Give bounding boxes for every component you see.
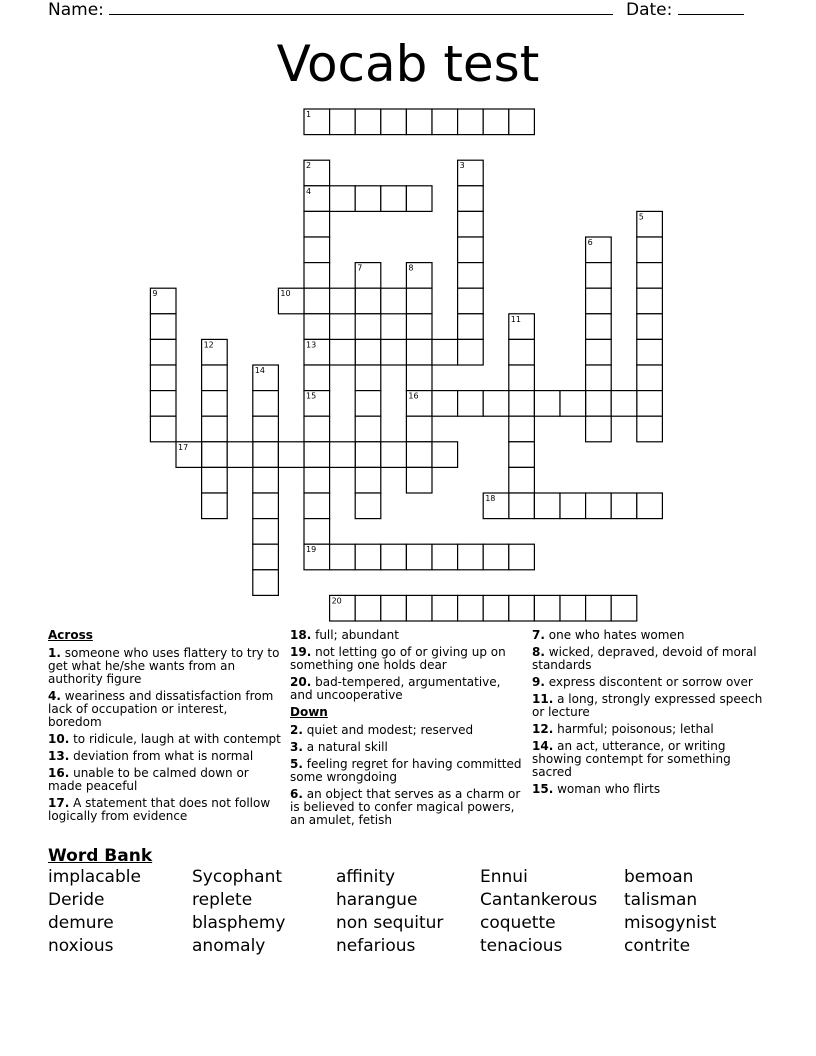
crossword-cell[interactable]	[637, 314, 663, 340]
clue-down-2: 2. quiet and modest; reserved	[290, 723, 474, 737]
crossword-clue-number: 3	[459, 161, 465, 171]
crossword-cell[interactable]	[534, 391, 560, 417]
crossword-cell[interactable]	[355, 493, 381, 519]
clue-across-20: 20. bad-tempered, argumentative, and uncooperative	[290, 675, 501, 702]
crossword-clue-number: 19	[306, 545, 317, 555]
crossword-cell[interactable]	[150, 288, 176, 314]
crossword-cell[interactable]	[150, 314, 176, 340]
crossword-clue-number: 1	[306, 110, 312, 119]
crossword-cell[interactable]	[406, 109, 432, 135]
crossword-cell[interactable]	[304, 391, 330, 417]
crossword-cell[interactable]	[304, 365, 330, 391]
crossword-cell[interactable]	[355, 186, 381, 212]
crossword-cell[interactable]	[586, 237, 612, 263]
clue-across-4: 4. weariness and dissatisfaction from lack of occupation or interest, boredom	[48, 689, 274, 729]
crossword-clue-number: 4	[306, 186, 312, 196]
crossword-clue-number: 14	[254, 366, 265, 375]
crossword-cell[interactable]	[611, 391, 637, 417]
clue-across-17: 17. A statement that does not follow logically from evidence	[48, 796, 271, 823]
crossword-cell[interactable]	[509, 365, 535, 391]
crossword-cell[interactable]	[355, 109, 381, 135]
crossword-cell[interactable]	[509, 544, 535, 570]
crossword-cell[interactable]	[381, 544, 407, 570]
crossword-cell[interactable]	[458, 314, 484, 340]
crossword-cell[interactable]	[253, 570, 279, 596]
crossword-cell[interactable]	[381, 595, 407, 621]
crossword-cell[interactable]	[202, 339, 228, 365]
crossword-cell[interactable]	[509, 391, 535, 417]
crossword-cell[interactable]	[304, 442, 330, 468]
word-bank-word: implacable	[48, 867, 141, 887]
crossword-cell[interactable]	[586, 288, 612, 314]
crossword-cell[interactable]	[509, 467, 535, 493]
date-blank[interactable]	[678, 0, 744, 15]
crossword-cell[interactable]	[150, 416, 176, 442]
crossword-cell[interactable]	[355, 263, 381, 289]
crossword-cell[interactable]	[406, 391, 432, 417]
crossword-cell[interactable]	[202, 416, 228, 442]
crossword-cell[interactable]	[150, 339, 176, 365]
crossword-cell[interactable]	[202, 391, 228, 417]
crossword-cell[interactable]	[637, 391, 663, 417]
crossword-cell[interactable]	[406, 416, 432, 442]
crossword-cell[interactable]	[202, 493, 228, 519]
crossword-cell[interactable]	[304, 339, 330, 365]
clue-across-18: 18. full; abundant	[290, 628, 399, 642]
crossword-cell[interactable]	[586, 416, 612, 442]
clue-down-14: 14. an act, utterance, or writing showing contempt for something sacred	[532, 739, 731, 779]
crossword-cell[interactable]	[253, 391, 279, 417]
word-bank-word: non sequitur	[336, 913, 444, 933]
crossword-cell[interactable]	[458, 237, 484, 263]
crossword-clue-number: 11	[510, 314, 521, 324]
word-bank-title: Word Bank	[48, 846, 153, 866]
word-bank-word: coquette	[480, 913, 556, 933]
crossword-cell[interactable]	[509, 442, 535, 468]
crossword-clue-number: 18	[485, 494, 496, 503]
crossword-cell[interactable]	[355, 365, 381, 391]
crossword-cell[interactable]	[406, 263, 432, 289]
crossword-cell[interactable]	[458, 186, 484, 212]
crossword-cell[interactable]	[304, 416, 330, 442]
crossword-cell[interactable]	[355, 314, 381, 340]
clue-down-5: 5. feeling regret for having committed some wrongdoing	[290, 757, 522, 784]
clue-down-15: 15. woman who flirts	[532, 782, 661, 796]
crossword-cell[interactable]	[560, 595, 586, 621]
word-bank-word: noxious	[48, 936, 114, 956]
word-bank-word: tenacious	[480, 936, 563, 956]
crossword-cell[interactable]	[406, 339, 432, 365]
crossword-cell[interactable]	[278, 442, 304, 468]
crossword-cell[interactable]	[509, 109, 535, 135]
clue-down-3: 3. a natural skill	[290, 740, 388, 754]
date-label: Date:	[626, 0, 673, 20]
crossword-cell[interactable]	[458, 160, 484, 186]
crossword-cell[interactable]	[509, 595, 535, 621]
crossword-cell[interactable]	[637, 493, 663, 519]
clue-across-16: 16. unable to be calmed down or made peaceful	[48, 766, 249, 793]
crossword-cell[interactable]	[355, 416, 381, 442]
crossword-clue-number: 17	[178, 442, 189, 452]
crossword-cell[interactable]	[637, 339, 663, 365]
name-label: Name:	[48, 0, 104, 20]
crossword-cell[interactable]	[304, 288, 330, 314]
crossword-cell[interactable]	[406, 314, 432, 340]
clue-across-19: 19. not letting go of or giving up on something one holds dear	[290, 645, 506, 672]
crossword-cell[interactable]	[509, 314, 535, 340]
crossword-cell[interactable]	[406, 186, 432, 212]
page-title: Vocab test	[276, 35, 540, 93]
crossword-cell[interactable]	[304, 544, 330, 570]
crossword-cell[interactable]	[637, 211, 663, 237]
clue-across-1: 1. someone who uses flattery to try to get what he/she wants from an authority figure	[48, 646, 280, 686]
word-bank-word: bemoan	[624, 867, 694, 887]
crossword-cell[interactable]	[355, 544, 381, 570]
crossword-cell[interactable]	[381, 442, 407, 468]
crossword-cell[interactable]	[586, 314, 612, 340]
crossword-cell[interactable]	[406, 365, 432, 391]
crossword-cell[interactable]	[458, 391, 484, 417]
crossword-cell[interactable]	[355, 467, 381, 493]
word-bank-word: replete	[192, 890, 253, 910]
crossword-cell[interactable]	[483, 391, 509, 417]
date-field[interactable]	[626, 0, 744, 20]
crossword-clue-number: 5	[638, 212, 644, 222]
crossword-cell[interactable]	[355, 391, 381, 417]
crossword-cell[interactable]	[381, 186, 407, 212]
crossword-cell[interactable]	[381, 339, 407, 365]
crossword-clue-number: 6	[587, 238, 593, 247]
crossword-cell[interactable]	[253, 467, 279, 493]
clue-across-13: 13. deviation from what is normal	[48, 749, 254, 763]
crossword-cell[interactable]	[304, 519, 330, 545]
crossword-clue-number: 13	[306, 340, 317, 350]
crossword-cell[interactable]	[406, 467, 432, 493]
crossword-clue-number: 16	[408, 391, 419, 401]
clue-down-12: 12. harmful; poisonous; lethal	[532, 722, 714, 736]
crossword-cell[interactable]	[432, 109, 458, 135]
clue-down-9: 9. express discontent or sorrow over	[532, 675, 753, 689]
crossword-cell[interactable]	[406, 442, 432, 468]
crossword-cell[interactable]	[611, 493, 637, 519]
clue-down-7: 7. one who hates women	[532, 628, 685, 642]
crossword-cell[interactable]	[534, 493, 560, 519]
crossword-cell[interactable]	[253, 365, 279, 391]
crossword-clue-number: 9	[152, 289, 158, 299]
crossword-cell[interactable]	[253, 416, 279, 442]
crossword-cell[interactable]	[202, 467, 228, 493]
crossword-cell[interactable]	[586, 263, 612, 289]
crossword-cell[interactable]	[304, 109, 330, 135]
across-heading: Across	[48, 628, 93, 642]
crossword-cell[interactable]	[330, 288, 356, 314]
clue-across-10: 10. to ridicule, laugh at with contempt	[48, 732, 281, 746]
crossword-cell[interactable]	[509, 493, 535, 519]
crossword-cell[interactable]	[253, 544, 279, 570]
crossword-cell[interactable]	[330, 109, 356, 135]
crossword-cell[interactable]	[253, 493, 279, 519]
crossword-clue-number: 8	[408, 263, 414, 273]
word-bank-word: nefarious	[336, 936, 416, 956]
clue-down-11: 11. a long, strongly expressed speech or lecture	[532, 692, 763, 719]
word-bank	[48, 867, 768, 956]
crossword-cell[interactable]	[534, 595, 560, 621]
crossword-cell[interactable]	[304, 263, 330, 289]
crossword-cell[interactable]	[406, 544, 432, 570]
crossword-clue-number: 2	[306, 161, 312, 171]
crossword-cell[interactable]	[458, 211, 484, 237]
crossword-clue-number: 12	[203, 340, 214, 350]
crossword-cell[interactable]	[586, 391, 612, 417]
clue-down-8: 8. wicked, depraved, devoid of moral standards	[532, 645, 757, 672]
word-bank-word: demure	[48, 913, 114, 933]
crossword-cell[interactable]	[304, 467, 330, 493]
word-bank-word: Deride	[48, 890, 105, 910]
crossword-cell[interactable]	[458, 595, 484, 621]
crossword-cell[interactable]	[150, 391, 176, 417]
word-bank-word: anomaly	[192, 936, 266, 956]
crossword-cell[interactable]	[458, 288, 484, 314]
crossword-cell[interactable]	[483, 595, 509, 621]
crossword-cell[interactable]	[458, 339, 484, 365]
word-bank-word: Sycophant	[192, 867, 283, 887]
word-bank-word: affinity	[336, 867, 396, 887]
crossword-cell[interactable]	[355, 595, 381, 621]
word-bank-word: Cantankerous	[480, 890, 598, 910]
word-bank-word: contrite	[624, 936, 691, 956]
crossword-cell[interactable]	[586, 493, 612, 519]
clues-column-2	[290, 629, 526, 831]
crossword-cell[interactable]	[304, 186, 330, 212]
crossword-cell[interactable]	[586, 365, 612, 391]
crossword-cell[interactable]	[253, 519, 279, 545]
word-bank-word: harangue	[336, 890, 418, 910]
name-blank[interactable]	[109, 0, 613, 15]
crossword-cell[interactable]	[304, 160, 330, 186]
crossword-cell[interactable]	[330, 544, 356, 570]
crossword-cell[interactable]	[381, 288, 407, 314]
crossword-cell[interactable]	[406, 288, 432, 314]
crossword-cell[interactable]	[330, 442, 356, 468]
crossword-cell[interactable]	[202, 365, 228, 391]
word-bank-word: misogynist	[624, 913, 717, 933]
crossword-clue-number: 7	[357, 263, 363, 273]
crossword-cell[interactable]	[381, 109, 407, 135]
crossword-cell[interactable]	[637, 365, 663, 391]
crossword-cell[interactable]	[406, 595, 432, 621]
crossword-cell[interactable]	[483, 109, 509, 135]
crossword-cell[interactable]	[304, 211, 330, 237]
crossword-cell[interactable]	[150, 365, 176, 391]
crossword-cell[interactable]	[586, 595, 612, 621]
crossword-cell[interactable]	[458, 109, 484, 135]
crossword-cell[interactable]	[637, 288, 663, 314]
crossword-clue-number: 10	[280, 289, 291, 299]
crossword-cell[interactable]	[432, 339, 458, 365]
crossword-cell[interactable]	[586, 339, 612, 365]
word-bank-word: Ennui	[480, 867, 528, 887]
crossword-cell[interactable]	[458, 544, 484, 570]
crossword-cell[interactable]	[330, 339, 356, 365]
crossword-cell[interactable]	[355, 442, 381, 468]
crossword-clue-number: 20	[331, 596, 342, 606]
crossword-cell[interactable]	[560, 493, 586, 519]
crossword-cell[interactable]	[202, 442, 228, 468]
crossword-cell[interactable]	[509, 339, 535, 365]
crossword-cell[interactable]	[253, 442, 279, 468]
crossword-cell[interactable]	[176, 442, 202, 468]
crossword-cell[interactable]	[509, 416, 535, 442]
crossword-cell[interactable]	[304, 493, 330, 519]
crossword-cell[interactable]	[355, 339, 381, 365]
crossword-cell[interactable]	[330, 186, 356, 212]
word-bank-word: blasphemy	[192, 913, 286, 933]
crossword-cell[interactable]	[432, 595, 458, 621]
crossword-cell[interactable]	[432, 442, 458, 468]
crossword-cell[interactable]	[560, 391, 586, 417]
crossword-cell[interactable]	[637, 416, 663, 442]
crossword-cell[interactable]	[227, 442, 253, 468]
crossword-cell[interactable]	[278, 288, 304, 314]
crossword-cell[interactable]	[637, 237, 663, 263]
crossword-cell[interactable]	[432, 544, 458, 570]
down-heading: Down	[290, 705, 328, 719]
crossword-cell[interactable]	[458, 263, 484, 289]
crossword-cell[interactable]	[483, 493, 509, 519]
crossword-cell[interactable]	[637, 263, 663, 289]
crossword-clue-number: 15	[306, 391, 317, 401]
crossword-cell[interactable]	[432, 391, 458, 417]
crossword-cell[interactable]	[304, 314, 330, 340]
crossword-cell[interactable]	[304, 237, 330, 263]
crossword-cell[interactable]	[483, 544, 509, 570]
crossword-cell[interactable]	[330, 595, 356, 621]
word-bank-word: talisman	[624, 890, 698, 910]
clues-column-3	[532, 629, 772, 800]
crossword-cell[interactable]	[355, 288, 381, 314]
crossword-cell[interactable]	[611, 595, 637, 621]
clues-column-1	[48, 629, 284, 827]
name-field[interactable]	[48, 0, 613, 20]
clue-down-6: 6. an object that serves as a charm or is believed to confer magical powers, an amulet, fetish	[290, 787, 521, 827]
